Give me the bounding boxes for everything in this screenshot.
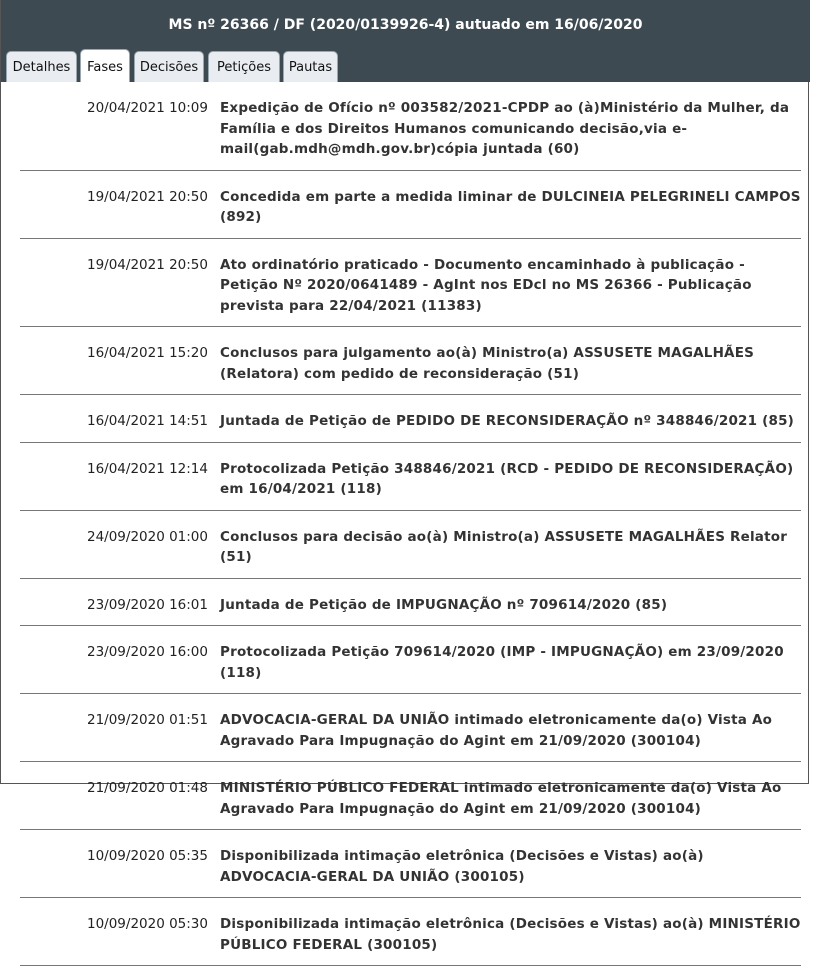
phase-row — [20, 511, 801, 579]
phase-row — [20, 694, 801, 762]
phase-date: 20/04/2021 10:09 — [86, 100, 208, 116]
phase-date: 19/04/2021 20:50 — [86, 256, 208, 273]
phase-description: ADVOCACIA-GERAL DA UNIÃO intimado eletronicamente da(o) Vista Ao Agravado Para Impugnação do Agint em 21/09/2020 (300104) — [220, 712, 773, 749]
phase-description: MINISTÉRIO PÚBLICO FEDERAL intimado eletronicamente da(o) Vista Ao Agravado Para Impugnação do Agint em 21/09/2020 (300104) — [220, 780, 782, 817]
tab-decisoes[interactable]: Decisões — [134, 51, 204, 82]
phase-description: Disponibilizada intimação eletrônica (Decisões e Vistas) ao(à) ADVOCACIA-GERAL DA UNIÃO (300105) — [220, 848, 704, 885]
phase-row — [20, 830, 801, 898]
phase-date: 16/04/2021 12:14 — [86, 460, 208, 477]
phase-row — [20, 898, 801, 966]
phase-row — [20, 395, 801, 443]
phase-row — [20, 327, 801, 395]
tab-peticoes[interactable]: Petições — [208, 51, 280, 82]
phase-date: 19/04/2021 20:50 — [86, 188, 208, 205]
tab-detalhes[interactable]: Detalhes — [6, 51, 77, 82]
phase-date: 10/09/2020 05:35 — [86, 848, 208, 864]
header-bar — [1, 0, 810, 82]
phase-row — [20, 762, 801, 830]
phase-date: 16/04/2021 14:51 — [86, 413, 208, 429]
phase-date: 10/09/2020 05:30 — [86, 916, 208, 932]
phase-description: Conclusos para decisão ao(à) Ministro(a) ASSUSETE MAGALHÃES Relator (51) — [220, 528, 788, 565]
phase-description: Disponibilizada intimação eletrônica (Decisões e Vistas) ao(à) MINISTÉRIO PÚBLICO FEDERAL (300105) — [220, 916, 801, 953]
phase-description: Ato ordinatório praticado - Documento encaminhado à publicação - Petição Nº 2020/0641489 - AgInt nos EDcl no MS 26366 - Publicação prevista para 22/04/2021 (11383) — [220, 256, 752, 314]
phase-date: 21/09/2020 01:48 — [86, 780, 208, 796]
phase-description: Protocolizada Petição 709614/2020 (IMP - IMPUGNAÇÃO) em 23/09/2020 (118) — [220, 644, 784, 681]
phase-description: Concedida em parte a medida liminar de DULCINEIA PELEGRINELI CAMPOS (892) — [220, 188, 801, 225]
phase-description: Juntada de Petição de IMPUGNAÇÃO nº 709614/2020 (85) — [220, 596, 668, 613]
phase-description: Protocolizada Petição 348846/2021 (RCD - PEDIDO DE RECONSIDERAÇÃO) em 16/04/2021 (118) — [220, 460, 794, 497]
phase-row — [20, 171, 801, 239]
phase-description: Conclusos para julgamento ao(à) Ministro(a) ASSUSETE MAGALHÃES (Relatora) com pedido de reconsideração (51) — [220, 345, 755, 382]
phase-row — [20, 82, 801, 171]
phase-date: 23/09/2020 16:00 — [86, 644, 208, 660]
phase-row — [20, 626, 801, 694]
phase-description: Juntada de Petição de PEDIDO DE RECONSIDERAÇÃO nº 348846/2021 (85) — [220, 413, 795, 429]
page-title: MS nº 26366 / DF (2020/0139926-4) autuado em 16/06/2020 — [168, 17, 643, 33]
tab-pautas[interactable]: Pautas — [283, 51, 338, 82]
phase-row — [20, 239, 801, 328]
phase-row — [20, 443, 801, 511]
phase-date: 23/09/2020 16:01 — [86, 596, 208, 613]
phases-list — [1, 82, 810, 966]
phase-date: 24/09/2020 01:00 — [86, 528, 208, 545]
phase-date: 21/09/2020 01:51 — [86, 712, 208, 728]
phase-row — [20, 579, 801, 627]
phase-description: Expedição de Ofício nº 003582/2021-CPDP ao (à)Ministério da Mulher, da Família e dos Direitos Humanos comunicando decisão,via e-mail(gab.mdh@mdh.gov.br)cópia juntada (60) — [220, 100, 790, 157]
phase-date: 16/04/2021 15:20 — [86, 345, 208, 361]
tab-fases[interactable]: Fases — [80, 49, 130, 82]
